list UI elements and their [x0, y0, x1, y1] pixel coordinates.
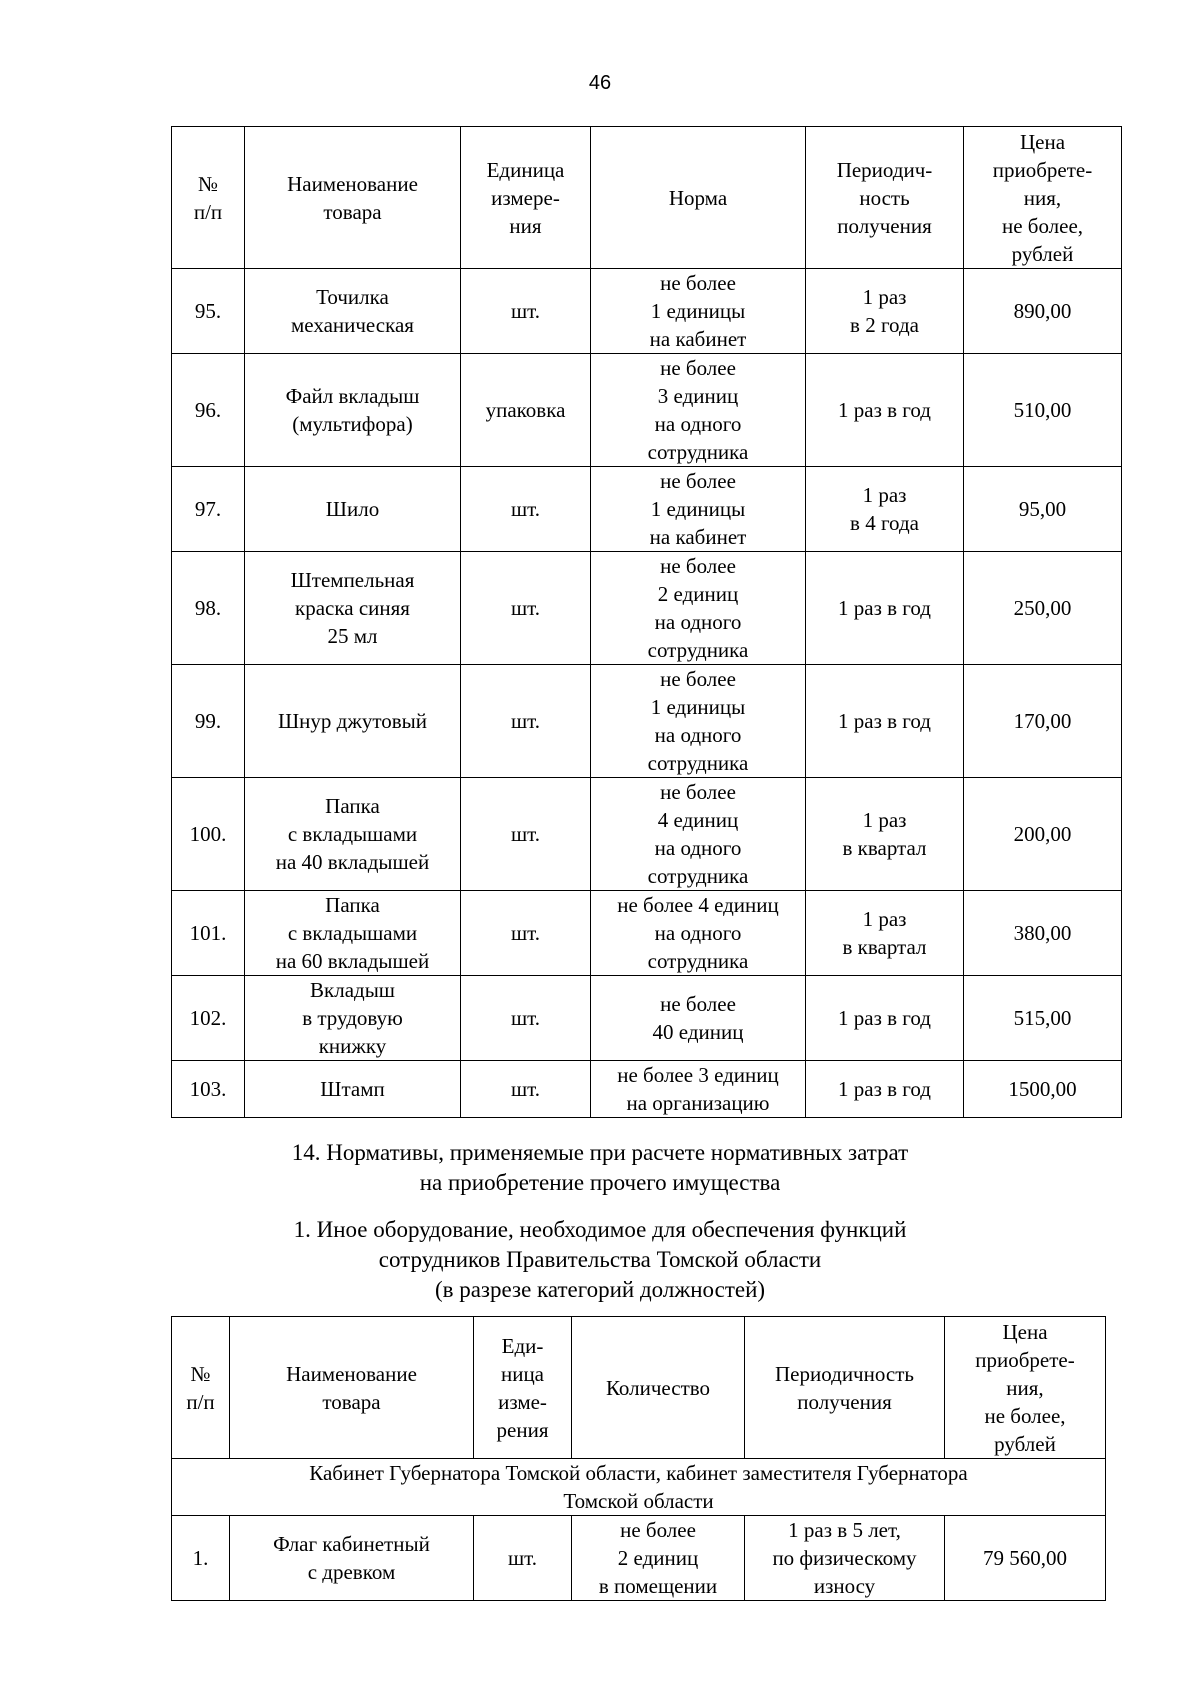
cell-name: Штамп	[245, 1061, 461, 1118]
cell-unit: шт.	[461, 665, 591, 778]
header-periodicity: Периодич- ность получения	[806, 127, 964, 269]
cell-norm: не более 4 единиц на одного сотрудника	[591, 778, 806, 891]
header-price: Цена приобрете- ния, не более, рублей	[945, 1317, 1106, 1459]
cell-unit: шт.	[461, 467, 591, 552]
cell-periodicity: 1 раз в 5 лет, по физическому износу	[745, 1516, 945, 1601]
cell-unit: шт.	[461, 269, 591, 354]
table-row	[172, 976, 1122, 1061]
cell-number: 103.	[172, 1061, 245, 1118]
table-row	[172, 665, 1122, 778]
cell-number: 96.	[172, 354, 245, 467]
cell-number: 95.	[172, 269, 245, 354]
table-row	[172, 467, 1122, 552]
cell-price: 515,00	[964, 976, 1122, 1061]
group-title: Кабинет Губернатора Томской области, кабинет заместителя Губернатора Томской области	[172, 1459, 1106, 1516]
table-row	[172, 891, 1122, 976]
table-row	[172, 354, 1122, 467]
cell-price: 200,00	[964, 778, 1122, 891]
cell-norm: не более 2 единиц на одного сотрудника	[591, 552, 806, 665]
cell-norm: не более 4 единиц на одного сотрудника	[591, 891, 806, 976]
cell-name: Вкладыш в трудовую книжку	[245, 976, 461, 1061]
cell-price: 170,00	[964, 665, 1122, 778]
subsection-heading: 1. Иное оборудование, необходимое для обеспечения функций сотрудников Правительства Томской области (в разрезе категорий должностей)	[293, 1217, 907, 1302]
cell-number: 1.	[172, 1516, 230, 1601]
cell-norm: не более 1 единицы на одного сотрудника	[591, 665, 806, 778]
cell-periodicity: 1 раз в квартал	[806, 778, 964, 891]
table-header-row	[172, 1317, 1106, 1459]
cell-price: 380,00	[964, 891, 1122, 976]
table-row	[172, 1516, 1106, 1601]
cell-periodicity: 1 раз в квартал	[806, 891, 964, 976]
cell-periodicity: 1 раз в год	[806, 665, 964, 778]
table-row	[172, 1061, 1122, 1118]
section-heading: 14. Нормативы, применяемые при расчете нормативных затрат на приобретение прочего имущества	[291, 1140, 909, 1195]
cell-name: Штемпельная краска синяя 25 мл	[245, 552, 461, 665]
cell-name: Шило	[245, 467, 461, 552]
cell-periodicity: 1 раз в год	[806, 976, 964, 1061]
cell-norm: не более 3 единиц на одного сотрудника	[591, 354, 806, 467]
cell-name: Флаг кабинетный с древком	[230, 1516, 474, 1601]
cell-periodicity: 1 раз в 4 года	[806, 467, 964, 552]
cell-unit: упаковка	[461, 354, 591, 467]
norms-table-stationery	[171, 126, 1122, 1118]
norms-table-equipment	[171, 1316, 1106, 1601]
cell-unit: шт.	[461, 1061, 591, 1118]
cell-number: 97.	[172, 467, 245, 552]
cell-name: Папка с вкладышами на 60 вкладышей	[245, 891, 461, 976]
header-number: № п/п	[172, 1317, 230, 1459]
header-periodicity: Периодичность получения	[745, 1317, 945, 1459]
cell-norm: не более 40 единиц	[591, 976, 806, 1061]
header-norm: Норма	[591, 127, 806, 269]
header-quantity: Количество	[572, 1317, 745, 1459]
header-name: Наименование товара	[230, 1317, 474, 1459]
cell-quantity: не более 2 единиц в помещении	[572, 1516, 745, 1601]
header-number: № п/п	[172, 127, 245, 269]
cell-price: 890,00	[964, 269, 1122, 354]
cell-name: Файл вкладыш (мультифора)	[245, 354, 461, 467]
page-number: 46	[588, 72, 612, 94]
header-unit: Единица измере- ния	[461, 127, 591, 269]
table-row	[172, 778, 1122, 891]
cell-price: 79 560,00	[945, 1516, 1106, 1601]
cell-number: 98.	[172, 552, 245, 665]
cell-price: 250,00	[964, 552, 1122, 665]
cell-price: 1500,00	[964, 1061, 1122, 1118]
cell-unit: шт.	[474, 1516, 572, 1601]
cell-periodicity: 1 раз в год	[806, 354, 964, 467]
cell-number: 102.	[172, 976, 245, 1061]
cell-number: 101.	[172, 891, 245, 976]
cell-name: Шнур джутовый	[245, 665, 461, 778]
cell-norm: не более 1 единицы на кабинет	[591, 467, 806, 552]
cell-periodicity: 1 раз в год	[806, 1061, 964, 1118]
table-header-row	[172, 127, 1122, 269]
cell-periodicity: 1 раз в год	[806, 552, 964, 665]
cell-unit: шт.	[461, 778, 591, 891]
table-row	[172, 269, 1122, 354]
cell-periodicity: 1 раз в 2 года	[806, 269, 964, 354]
cell-name: Папка с вкладышами на 40 вкладышей	[245, 778, 461, 891]
cell-number: 99.	[172, 665, 245, 778]
header-price: Цена приобрете- ния, не более, рублей	[964, 127, 1122, 269]
cell-unit: шт.	[461, 552, 591, 665]
table-row	[172, 552, 1122, 665]
header-unit: Еди- ница изме- рения	[474, 1317, 572, 1459]
header-name: Наименование товара	[245, 127, 461, 269]
group-title-row	[172, 1459, 1106, 1516]
cell-unit: шт.	[461, 976, 591, 1061]
cell-number: 100.	[172, 778, 245, 891]
cell-norm: не более 1 единицы на кабинет	[591, 269, 806, 354]
cell-norm: не более 3 единиц на организацию	[591, 1061, 806, 1118]
cell-price: 95,00	[964, 467, 1122, 552]
cell-price: 510,00	[964, 354, 1122, 467]
cell-unit: шт.	[461, 891, 591, 976]
cell-name: Точилка механическая	[245, 269, 461, 354]
